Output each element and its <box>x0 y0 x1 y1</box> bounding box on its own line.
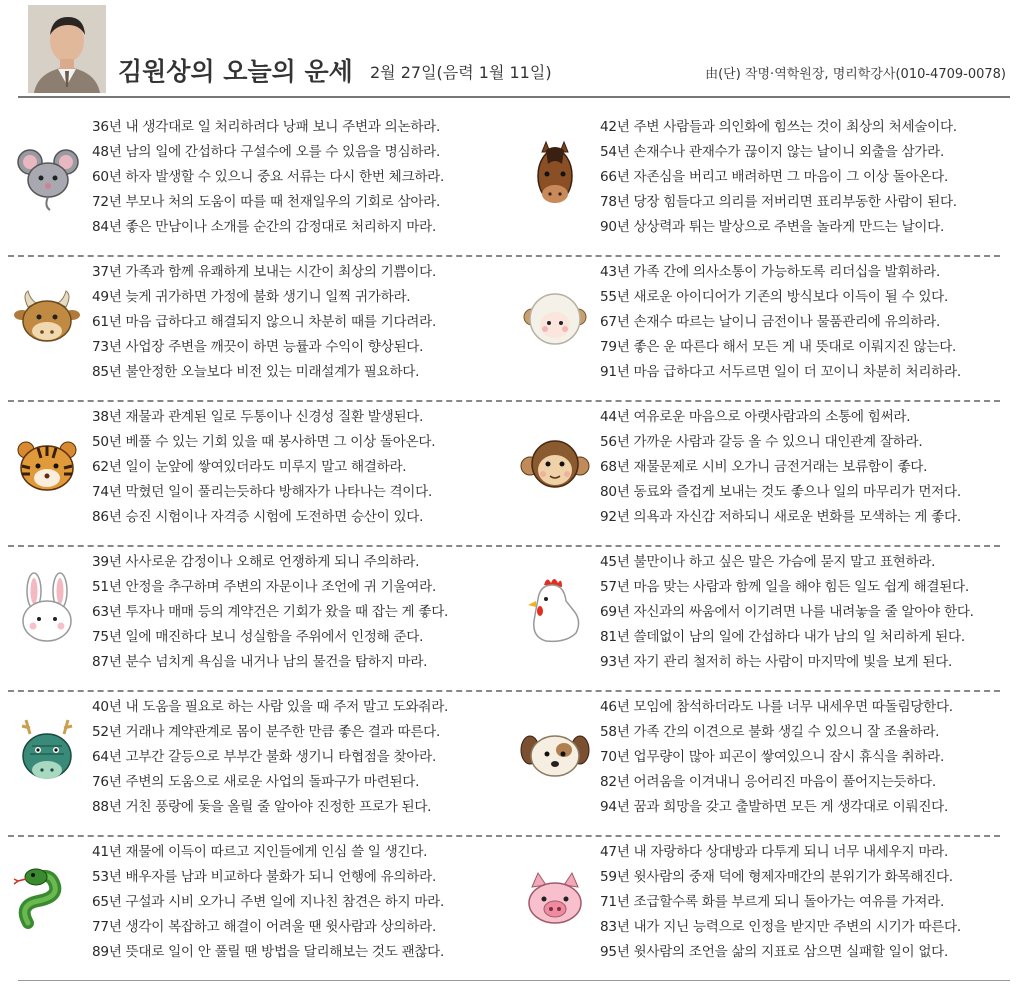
fortune-row <box>8 692 1000 837</box>
ox-icon <box>8 281 86 359</box>
fortune-line: 41년 재물에 이득이 따르고 지인들에게 인심 쓸 일 생긴다. <box>92 844 428 860</box>
fortune-line: 92년 의욕과 자신감 저하되니 새로운 변화를 모색하는 게 좋다. <box>600 509 961 525</box>
fortune-lines <box>600 405 961 530</box>
fortune-line: 47년 내 자랑하다 상대방과 다투게 되니 너무 내세우지 마라. <box>600 844 949 860</box>
fortune-lines <box>92 695 448 820</box>
fortune-line: 48년 남의 일에 간섭하다 구설수에 오를 수 있음을 명심하라. <box>92 144 441 160</box>
fortune-row <box>8 547 1000 692</box>
fortune-line: 81년 쓸데없이 남의 일에 간섭하다 내가 남의 일 처리하게 된다. <box>600 629 965 645</box>
fortune-entry <box>8 257 504 389</box>
fortune-line: 91년 마음 급하다고 서두르면 일이 더 꼬이니 차분히 처리하라. <box>600 364 961 380</box>
fortune-line: 61년 마음 급하다고 해결되지 않으니 차분히 때를 기다려라. <box>92 314 436 330</box>
fortune-line: 54년 손재수나 관재수가 끊이지 않는 날이니 외출을 삼가라. <box>600 144 944 160</box>
fortune-line: 59년 윗사람의 중재 덕에 형제자매간의 분위기가 화목해진다. <box>600 869 953 885</box>
fortune-line: 84년 좋은 만남이나 소개를 순간의 감정대로 처리하지 마라. <box>92 219 436 235</box>
rabbit-icon <box>8 571 86 649</box>
monkey-icon <box>516 426 594 504</box>
dragon-icon <box>8 716 86 794</box>
fortune-line: 76년 주변의 도움으로 새로운 사업의 돌파구가 마련된다. <box>92 774 420 790</box>
fortune-line: 42년 주변 사람들과 의인화에 힘쓰는 것이 최상의 처세술이다. <box>600 119 957 135</box>
fortune-line: 64년 고부간 갈등으로 부부간 불화 생기니 타협점을 찾아라. <box>92 749 436 765</box>
fortune-row <box>8 257 1000 402</box>
fortune-entry <box>8 837 504 969</box>
fortune-line: 83년 내가 지닌 능력으로 인정을 받지만 주변의 시기가 따른다. <box>600 919 961 935</box>
fortune-lines <box>600 695 953 820</box>
snake-icon <box>8 861 86 939</box>
fortune-line: 94년 꿈과 희망을 갖고 출발하면 모든 게 생각대로 이뤄진다. <box>600 799 949 815</box>
fortune-line: 75년 일에 매진하다 보니 성실함을 주위에서 인정해 준다. <box>92 629 424 645</box>
fortune-line: 40년 내 도움을 필요로 하는 사람 있을 때 주저 말고 도와줘라. <box>92 699 449 715</box>
fortune-lines <box>92 115 444 240</box>
pig-icon <box>516 861 594 939</box>
fortune-line: 88년 거친 풍랑에 돛을 올릴 줄 알아야 진정한 프로가 된다. <box>92 799 432 815</box>
fortune-line: 73년 사업장 주변을 깨끗이 하면 능률과 수익이 향상된다. <box>92 339 424 355</box>
fortune-line: 74년 막혔던 일이 풀리는듯하다 방해자가 나타나는 격이다. <box>92 484 432 500</box>
fortune-line: 55년 새로운 아이디어가 기존의 방식보다 이득이 될 수 있다. <box>600 289 949 305</box>
fortune-line: 60년 하자 발생할 수 있으니 중요 서류는 다시 한번 체크하라. <box>92 169 445 185</box>
fortune-entry <box>8 692 504 824</box>
dog-icon <box>516 716 594 794</box>
fortune-row <box>8 112 1000 257</box>
fortune-line: 36년 내 생각대로 일 처리하려다 낭패 보니 주변과 의논하라. <box>92 119 441 135</box>
rooster-icon <box>516 571 594 649</box>
fortune-line: 49년 늦게 귀가하면 가정에 불화 생기니 일찍 귀가하라. <box>92 289 411 305</box>
fortune-lines <box>600 550 974 675</box>
fortune-line: 62년 일이 눈앞에 쌓여있더라도 미루지 말고 해결하라. <box>92 459 407 475</box>
fortune-lines <box>92 840 444 965</box>
fortune-lines <box>92 550 448 675</box>
fortune-entry <box>8 112 504 244</box>
fortune-line: 44년 여유로운 마음으로 아랫사람과의 소통에 힘써라. <box>600 409 911 425</box>
fortune-line: 79년 좋은 운 따른다 해서 모든 게 내 뜻대로 이뤄지진 않는다. <box>600 339 957 355</box>
sheep-icon <box>516 281 594 359</box>
fortune-entry <box>516 112 1006 244</box>
fortune-line: 39년 사사로운 감정이나 오해로 언쟁하게 되니 주의하라. <box>92 554 420 570</box>
fortune-line: 66년 자존심을 버리고 배려하면 그 마음이 그 이상 돌아온다. <box>600 169 949 185</box>
fortune-line: 95년 윗사람의 조언을 삶의 지표로 삼으면 실패할 일이 없다. <box>600 944 949 960</box>
fortune-line: 85년 불안정한 오늘보다 비전 있는 미래설계가 필요하다. <box>92 364 420 380</box>
author-portrait-icon <box>28 5 106 93</box>
fortune-entry <box>516 547 1006 679</box>
fortune-lines <box>600 840 961 965</box>
horse-icon <box>516 136 594 214</box>
fortune-line: 89년 뜻대로 일이 안 풀릴 땐 방법을 달리해보는 것도 괜찮다. <box>92 944 445 960</box>
fortune-lines <box>92 405 435 530</box>
fortune-line: 57년 마음 맞는 사람과 함께 일을 해야 힘든 일도 쉽게 해결된다. <box>600 579 969 595</box>
fortune-line: 87년 분수 넘치게 욕심을 내거나 남의 물건을 탐하지 마라. <box>92 654 428 670</box>
fortune-entry <box>516 257 1006 389</box>
fortune-line: 65년 구설과 시비 오가니 주변 일에 지나친 참견은 하지 마라. <box>92 894 445 910</box>
fortune-line: 51년 안정을 추구하며 주변의 자문이나 조언에 귀 기울여라. <box>92 579 436 595</box>
rat-icon <box>8 136 86 214</box>
fortune-lines <box>600 260 961 385</box>
fortune-lines <box>92 260 436 385</box>
fortune-entry <box>8 547 504 679</box>
tiger-icon <box>8 426 86 504</box>
fortune-line: 46년 모임에 참석하더라도 나를 너무 내세우면 따돌림당한다. <box>600 699 953 715</box>
fortune-line: 70년 업무량이 많아 피곤이 쌓여있으니 잠시 휴식을 취하라. <box>600 749 944 765</box>
fortune-line: 80년 동료와 즐겁게 보내는 것도 좋으나 일의 마무리가 먼저다. <box>600 484 961 500</box>
author-credit: 由(단) 작명·역학원장, 명리학강사(010-4709-0078) <box>705 67 1006 82</box>
fortune-line: 53년 배우자를 남과 비교하다 불화가 되니 언행에 유의하라. <box>92 869 436 885</box>
fortune-line: 38년 재물과 관계된 일로 두통이나 신경성 질환 발생된다. <box>92 409 424 425</box>
fortune-entry <box>516 692 1006 824</box>
fortune-line: 67년 손재수 따르는 날이니 금전이나 물품관리에 유의하라. <box>600 314 940 330</box>
fortune-entry <box>8 402 504 534</box>
fortune-line: 37년 가족과 함께 유쾌하게 보내는 시간이 최상의 기쁨이다. <box>92 264 436 280</box>
fortune-line: 52년 거래나 계약관계로 몸이 분주한 만큼 좋은 결과 따른다. <box>92 724 441 740</box>
author-photo <box>28 5 106 93</box>
fortune-line: 58년 가족 간의 이견으로 불화 생길 수 있으니 잘 조율하라. <box>600 724 940 740</box>
fortune-line: 78년 당장 힘들다고 의리를 저버리면 표리부동한 사람이 된다. <box>600 194 957 210</box>
date-label: 2월 27일(음력 1월 11일) <box>370 63 552 82</box>
fortune-line: 82년 어려움을 이겨내니 응어리진 마음이 풀어지는듯하다. <box>600 774 936 790</box>
fortune-line: 71년 조급할수록 화를 부르게 되니 돌아가는 여유를 가져라. <box>600 894 944 910</box>
fortune-entry <box>516 402 1006 534</box>
fortune-line: 93년 자기 관리 철저히 하는 사람이 마지막에 빛을 보게 된다. <box>600 654 953 670</box>
fortune-line: 63년 투자나 매매 등의 계약건은 기회가 왔을 때 잡는 게 좋다. <box>92 604 449 620</box>
fortune-line: 68년 재물문제로 시비 오가니 금전거래는 보류함이 좋다. <box>600 459 928 475</box>
fortune-line: 43년 가족 간에 의사소통이 가능하도록 리더십을 발휘하라. <box>600 264 940 280</box>
fortune-line: 86년 승진 시험이나 자격증 시험에 도전하면 승산이 있다. <box>92 509 424 525</box>
fortune-row <box>8 837 1000 982</box>
fortune-row <box>8 402 1000 547</box>
fortune-line: 69년 자신과의 싸움에서 이기려면 나를 내려놓을 줄 알아야 한다. <box>600 604 974 620</box>
fortune-line: 77년 생각이 복잡하고 해결이 어려울 땐 윗사람과 상의하라. <box>92 919 436 935</box>
fortune-lines <box>600 115 957 240</box>
bottom-divider <box>18 980 1010 981</box>
fortune-grid <box>8 112 1000 982</box>
page-title: 김원상의 오늘의 운세 <box>118 57 353 86</box>
fortune-line: 72년 부모나 처의 도움이 따를 때 천재일우의 기회로 삼아라. <box>92 194 441 210</box>
fortune-entry <box>516 837 1006 969</box>
header-divider <box>18 96 1010 98</box>
fortune-line: 50년 베풀 수 있는 기회 있을 때 봉사하면 그 이상 돌아온다. <box>92 434 436 450</box>
fortune-line: 56년 가까운 사람과 갈등 올 수 있으니 대인관계 잘하라. <box>600 434 923 450</box>
fortune-line: 45년 불만이나 하고 싶은 말은 가슴에 묻지 말고 표현하라. <box>600 554 936 570</box>
header <box>0 0 1024 98</box>
fortune-line: 90년 상상력과 튀는 발상으로 주변을 놀라게 만드는 날이다. <box>600 219 944 235</box>
